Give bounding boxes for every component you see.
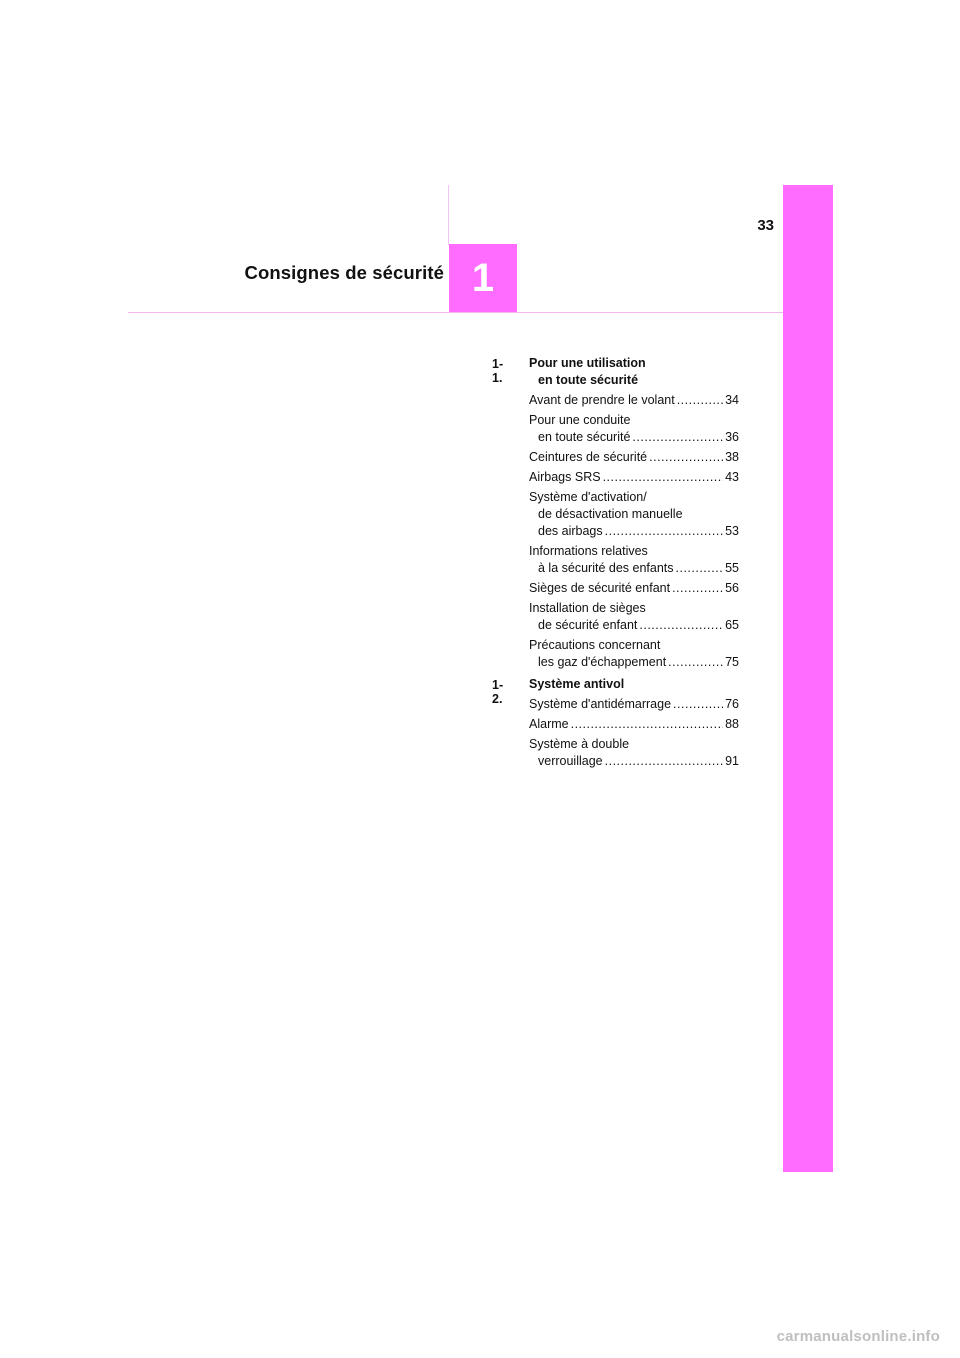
chapter-number: 1: [471, 255, 495, 300]
toc-entry-text: à la sécurité des enfants: [538, 561, 674, 575]
toc-entry-text: Installation de sièges: [529, 601, 646, 615]
chapter-number-box: [449, 244, 517, 312]
toc-entry-text: Pour une conduite: [529, 413, 631, 427]
section-title-line: Système antivol: [529, 677, 625, 691]
toc-entry[interactable]: [529, 637, 739, 671]
toc-entry-text: Système d'activation/: [529, 490, 647, 504]
toc-entry-text: Sièges de sécurité enfant: [529, 581, 671, 595]
toc-entry-text: en toute sécurité: [538, 430, 631, 444]
watermark: carmanualsonline.info: [776, 1328, 940, 1345]
toc-entry-page: 56: [725, 581, 739, 595]
toc-entry-text: des airbags: [538, 524, 603, 538]
toc-entry-page: 76: [725, 697, 739, 711]
section-title-line: Pour une utilisation: [529, 356, 646, 370]
toc-entry-text: Airbags SRS: [529, 470, 601, 484]
toc-entry-text: Système d'antidémarrage: [529, 697, 672, 711]
chapter-title: Consignes de sécurité: [244, 262, 444, 283]
toc-entry-page: 88: [725, 717, 739, 731]
toc-entry-page: 34: [725, 393, 739, 407]
toc-entry-text: de sécurité enfant: [538, 618, 638, 632]
toc-entry-text: Avant de prendre le volant: [529, 393, 675, 407]
section-title-line: en toute sécurité: [538, 373, 639, 387]
toc-entry[interactable]: [529, 412, 739, 446]
header-horizontal-rule: [128, 312, 783, 313]
toc-entry[interactable]: [529, 716, 739, 733]
toc-entry-text: de désactivation manuelle: [538, 507, 683, 521]
toc-entry-page: 91: [725, 754, 739, 768]
toc-entry-text: les gaz d'échappement: [538, 655, 667, 669]
toc-entry[interactable]: [529, 489, 739, 540]
toc-entry-page: 38: [725, 450, 739, 464]
section-title: [529, 676, 749, 693]
toc-entry-text: Système à double: [529, 737, 630, 751]
toc-entry-page: 75: [725, 655, 739, 669]
toc-entry-page: 36: [725, 430, 739, 444]
toc-entry[interactable]: [529, 469, 739, 486]
section-title: [529, 355, 749, 389]
chapter-side-tab: [783, 185, 833, 1172]
toc-entry-text: Précautions concernant: [529, 638, 661, 652]
header-vertical-rule: [448, 185, 449, 245]
toc-entry[interactable]: [529, 736, 739, 770]
toc-entry-page: 53: [725, 524, 739, 538]
toc-entry[interactable]: [529, 696, 739, 713]
toc-entry-text: Ceintures de sécurité: [529, 450, 648, 464]
section-number: 1-1.: [492, 357, 504, 385]
page-number: 33: [757, 217, 774, 234]
toc-entry[interactable]: [529, 392, 739, 409]
toc-entry-text: Alarme: [529, 717, 569, 731]
toc-entry-text: verrouillage: [538, 754, 603, 768]
toc-entry-text: Informations relatives: [529, 544, 648, 558]
toc-entry[interactable]: [529, 580, 739, 597]
toc-entry-page: 65: [725, 618, 739, 632]
toc-entry[interactable]: [529, 449, 739, 466]
toc-entry-page: 55: [725, 561, 739, 575]
toc-entry[interactable]: [529, 543, 739, 577]
section-number: 1-2.: [492, 678, 504, 706]
toc-entry-page: 43: [725, 470, 739, 484]
toc-entry[interactable]: [529, 600, 739, 634]
